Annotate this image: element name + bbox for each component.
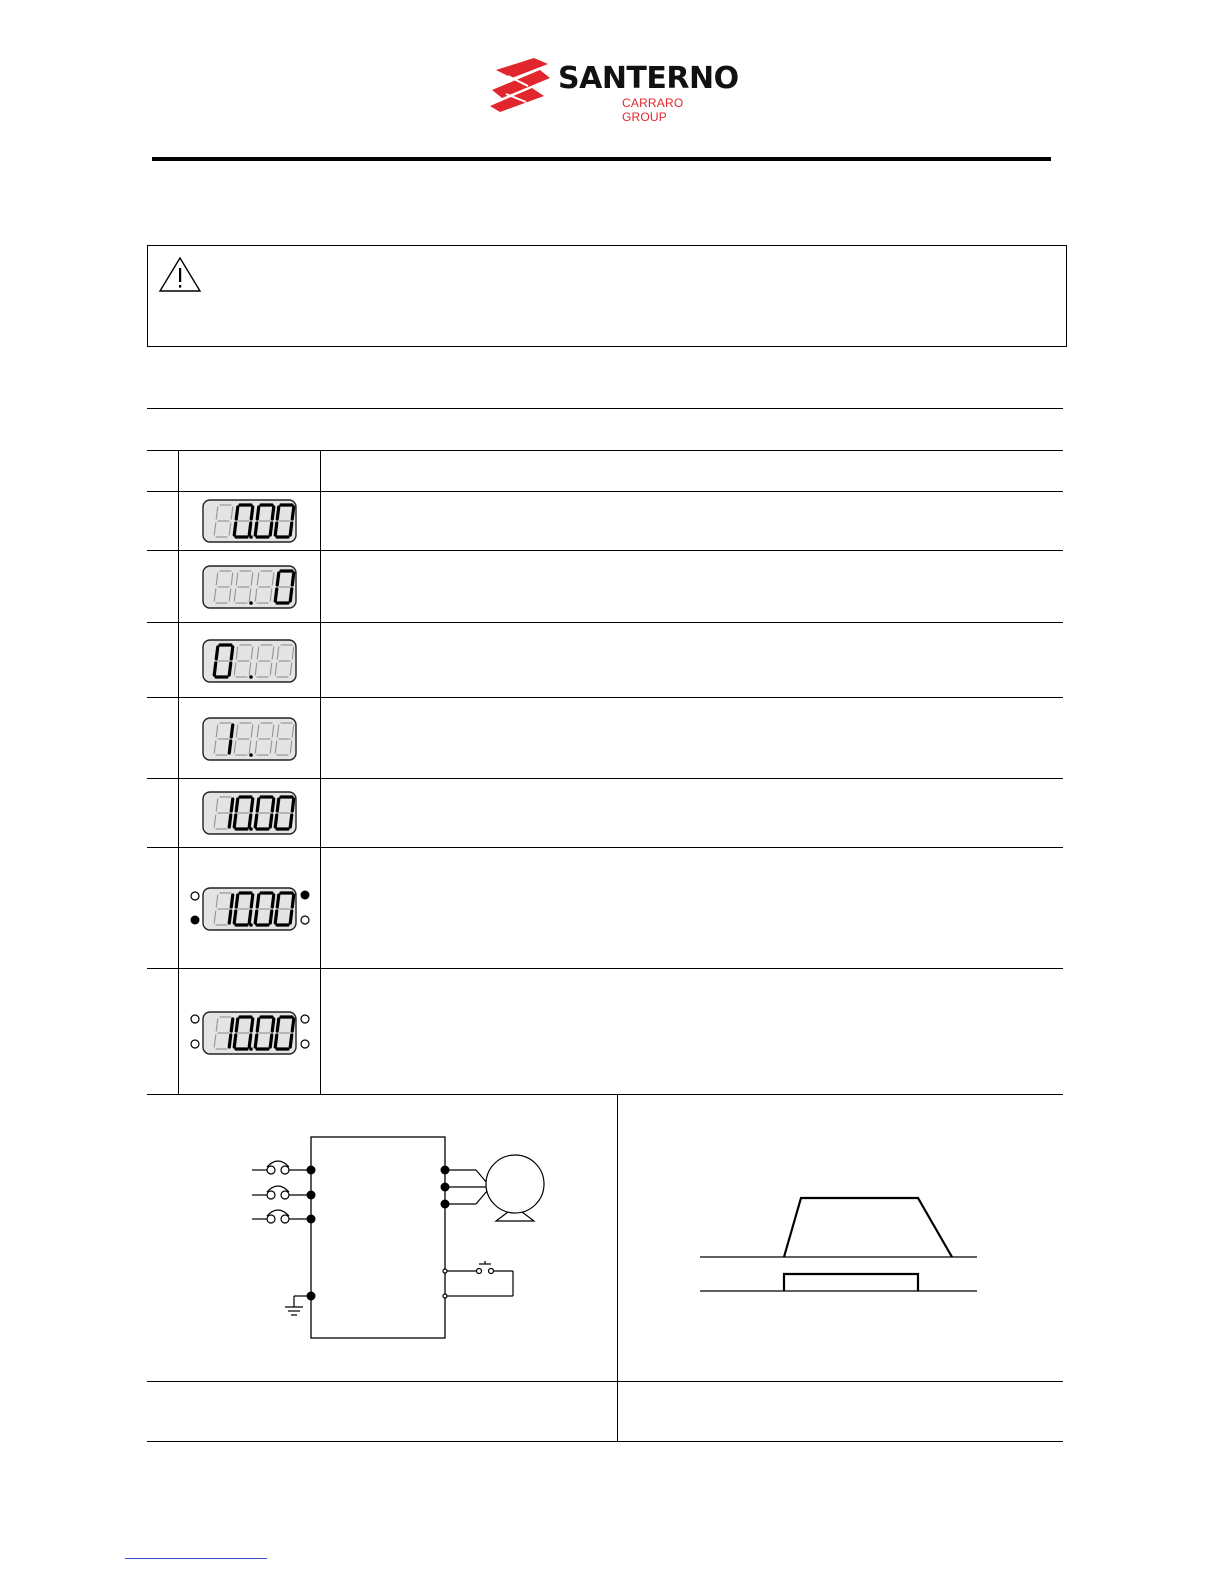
led-top-left <box>191 1015 199 1023</box>
lcd-segment <box>229 663 231 675</box>
footer-link-underline <box>125 1558 267 1559</box>
lcd-segment <box>251 507 253 519</box>
lcd-segment <box>277 507 279 519</box>
lcd-segment <box>216 647 218 659</box>
lcd-segment <box>277 1019 279 1031</box>
lcd-display-row-2 <box>188 560 312 612</box>
lcd-decimal-point <box>249 675 253 679</box>
led-top-left <box>191 892 199 900</box>
lcd-segment <box>231 799 233 811</box>
brand-subtitle: CARRARO GROUP <box>622 96 684 124</box>
brand-name: SANTERNO <box>558 61 739 96</box>
lcd-display-row-3 <box>188 634 312 686</box>
lcd-segment <box>275 815 277 827</box>
lcd-segment <box>270 1035 272 1047</box>
lcd-segment <box>251 895 253 907</box>
wiring-diagram <box>240 1125 560 1355</box>
lcd-segment <box>272 895 274 907</box>
lcd-segment <box>231 725 233 737</box>
lcd-segment <box>234 1035 236 1047</box>
lcd-segment <box>275 589 277 601</box>
warning-triangle-icon <box>157 255 203 295</box>
warning-box <box>147 245 1067 347</box>
lcd-segment <box>292 799 294 811</box>
lcd-segment <box>272 507 274 519</box>
lcd-segment <box>236 1019 238 1031</box>
frequency-timing-chart <box>690 1185 990 1305</box>
lcd-segment <box>290 589 292 601</box>
lcd-segment <box>229 1035 231 1047</box>
santerno-logo-icon <box>488 56 552 114</box>
lcd-segment <box>270 815 272 827</box>
lcd-segment <box>214 663 216 675</box>
lcd-segment <box>249 1035 251 1047</box>
lcd-segment <box>275 911 277 923</box>
led-top-right <box>301 1015 309 1023</box>
lcd-display-row-4 <box>188 712 312 764</box>
lcd-segment <box>229 815 231 827</box>
led-bottom-left <box>191 916 200 925</box>
lcd-segment <box>257 1019 259 1031</box>
lcd-segment <box>231 895 233 907</box>
lcd-segment <box>290 815 292 827</box>
lcd-segment <box>275 1035 277 1047</box>
santerno-logo <box>488 56 739 124</box>
lcd-segment <box>236 507 238 519</box>
led-bottom-right <box>301 916 309 924</box>
lcd-segment <box>249 523 251 535</box>
lcd-segment <box>275 523 277 535</box>
lcd-segment <box>255 523 257 535</box>
lcd-segment <box>231 647 233 659</box>
lcd-segment <box>290 523 292 535</box>
lcd-segment <box>292 573 294 585</box>
lcd-segment <box>290 1035 292 1047</box>
lcd-segment <box>236 799 238 811</box>
lcd-segment <box>257 799 259 811</box>
lcd-segment <box>255 1035 257 1047</box>
lcd-segment <box>255 815 257 827</box>
lcd-decimal-point <box>249 827 253 831</box>
lcd-decimal-point <box>249 535 253 539</box>
lcd-segment <box>249 911 251 923</box>
led-bottom-left <box>191 1040 199 1048</box>
lcd-segment <box>231 1019 233 1031</box>
lcd-segment <box>290 911 292 923</box>
lcd-segment <box>251 799 253 811</box>
lcd-segment <box>270 911 272 923</box>
lcd-segment <box>277 799 279 811</box>
lcd-segment <box>229 741 231 753</box>
lcd-segment <box>229 911 231 923</box>
lcd-segment <box>292 507 294 519</box>
lcd-display-row-5 <box>188 786 312 838</box>
lcd-segment <box>236 895 238 907</box>
lcd-decimal-point <box>249 923 253 927</box>
lcd-segment <box>255 911 257 923</box>
lcd-segment <box>272 1019 274 1031</box>
led-top-right <box>301 891 310 900</box>
lcd-segment <box>249 815 251 827</box>
lcd-segment <box>292 1019 294 1031</box>
lcd-segment <box>292 895 294 907</box>
lcd-segment <box>277 895 279 907</box>
lcd-display-row-1 <box>188 494 312 546</box>
lcd-segment <box>257 507 259 519</box>
lcd-segment <box>234 911 236 923</box>
lcd-display-row-6 <box>188 882 312 934</box>
lcd-segment <box>270 523 272 535</box>
lcd-segment <box>257 895 259 907</box>
lcd-segment <box>277 573 279 585</box>
lcd-decimal-point <box>249 753 253 757</box>
lcd-display-row-7 <box>188 1006 312 1058</box>
lcd-segment <box>234 815 236 827</box>
lcd-segment <box>272 799 274 811</box>
led-bottom-right <box>301 1040 309 1048</box>
lcd-segment <box>251 1019 253 1031</box>
lcd-decimal-point <box>249 1047 253 1051</box>
lcd-segment <box>234 523 236 535</box>
header-rule <box>152 157 1051 161</box>
lcd-decimal-point <box>249 601 253 605</box>
